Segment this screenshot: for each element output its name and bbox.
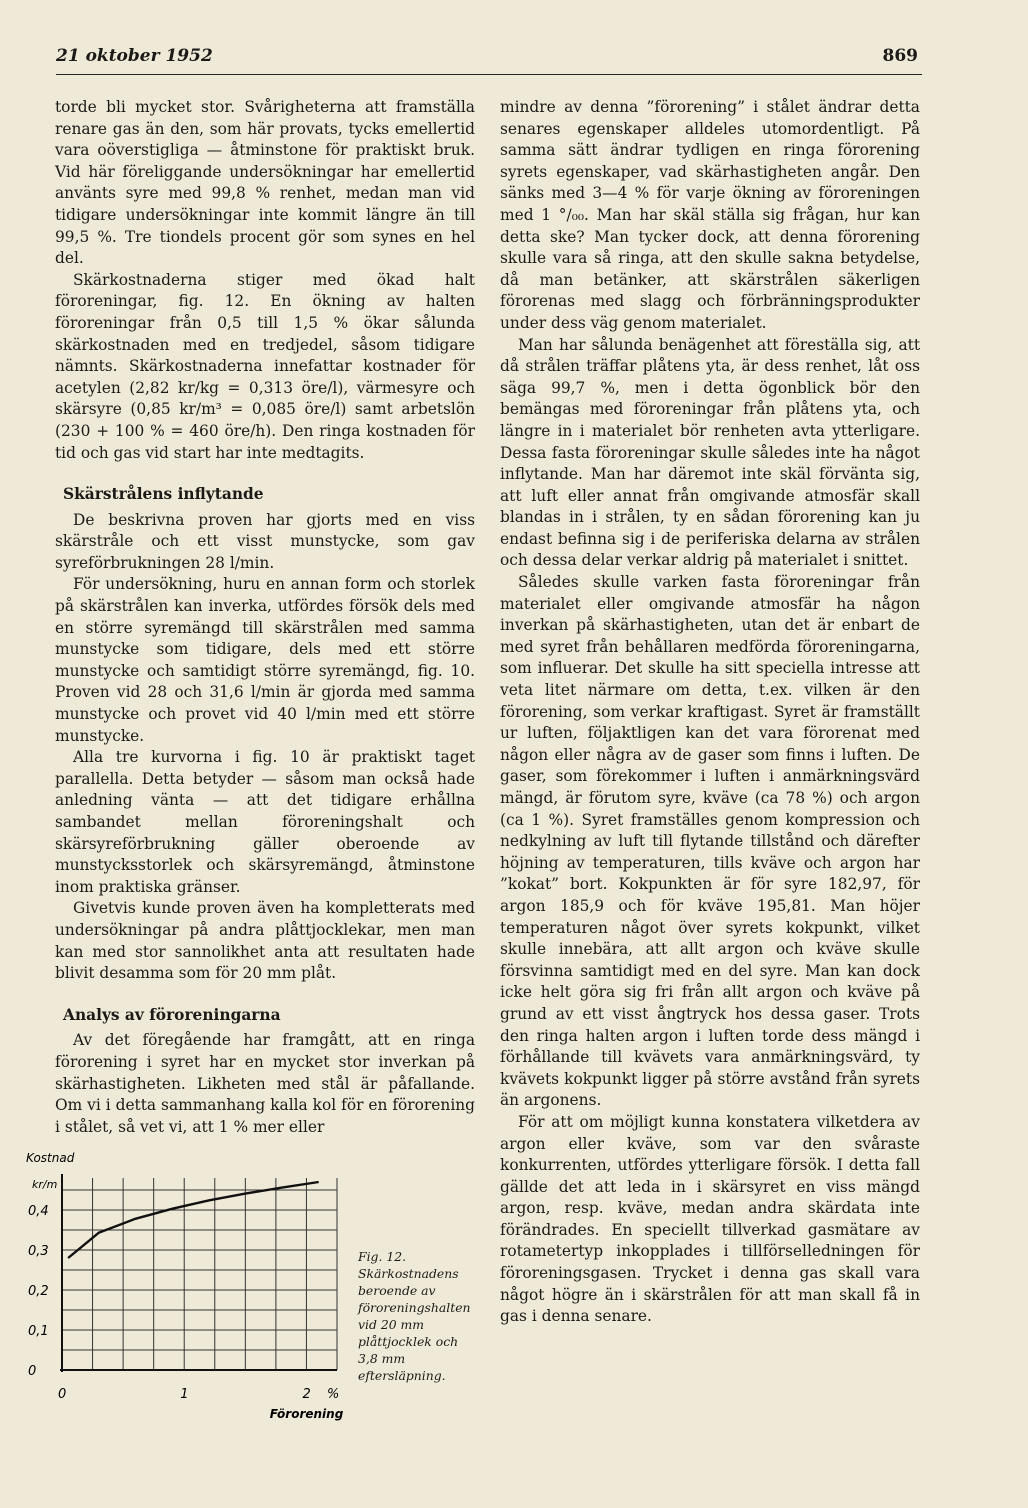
cost-curve: [68, 1182, 319, 1258]
paragraph: torde bli mycket stor. Svårigheterna att framställa renare gas än den, som här provats, tycks emellertid vara oöverstigliga — åtminstone för praktiskt bruk. Vid här föreliggande undersökningar har emellertid använts syre med 99,8 % renhet, medan man vid tidigare undersökningar inte kommit längre än till 99,5 %. Tre tiondels procent gör som synes en hel del.: [55, 98, 475, 268]
right-column: [500, 97, 920, 1328]
section-heading: Skärstrålens inflytande: [63, 485, 264, 504]
paragraph: Givetvis kunde proven även ha kompletterats med undersökningar på andra plåttjocklekar, men man kan med stor sannolikhet anta att resultaten hade blivit desamma som för 20 mm plåt.: [55, 899, 475, 983]
figure-caption: Fig. 12. Skärkostnadens beroende av föroreningshalten vid 20 mm plåttjocklek och 3,8 mm eftersläpning.: [358, 1249, 471, 1383]
paragraph: Av det föregående har framgått, att en ringa förorening i syret har en mycket stor inverkan på skärhastigheten. Likheten med stål är påfallande. Om vi i detta sammanhang kalla kol för en förorening i stålet, så vet vi, att 1 % mer eller: [55, 1031, 475, 1136]
x-tick-label: 0: [58, 1387, 67, 1402]
y-axis-unit: kr/m: [32, 1178, 58, 1191]
y-tick-label: 0,4: [28, 1204, 49, 1219]
x-axis-unit: %: [327, 1387, 340, 1402]
paragraph: Alla tre kurvorna i fig. 10 är praktiskt taget parallella. Detta betyder — såsom man också hade anledning vänta — att det tidigare erhållna sambandet mellan föroreningshalt och skärsyreförbrukning gäller oberoende av munstycksstorlek och skärsyremängd, åtminstone inom praktiska gränser.: [55, 748, 475, 896]
paragraph: För att om möjligt kunna konstatera vilketdera av argon eller kväve, som var den svåraste konkurrenten, utfördes ytterligare försök. I detta fall gällde det att leda in i skärsyret en viss mängd argon, resp. kväve, medan andra skärdata inte förändrades. En speciellt tillverkad gasmätare av rotametertyp inkopplades i tillförselledningen för föroreningsgasen. Trycket i denna gas skall vara något högre än i skärstrålen för att man skall få in gas i denna senare.: [500, 1112, 920, 1326]
header-rule: [56, 74, 922, 75]
paragraph: Skärkostnaderna stiger med ökad halt föroreningar, fig. 12. En ökning av halten föroreningar från 0,5 till 1,5 % ökar sålunda skärkostnaden med en tredjedel, såsom tidigare nämnts. Skärkostnaderna innefattar kostnader för acetylen (2,82 kr/kg = 0,313 öre/l), värmesyre och skärsyre (0,85 kr/m³ = 0,085 öre/l) samt arbetslön (230 + 100 % = 460 öre/h). Den ringa kostnaden för tid och gas vid start har inte medtagits.: [55, 270, 475, 462]
paragraph: Således skulle varken fasta föroreningar från materialet eller omgivande atmosfär ha någon inverkan på skärhastigheten, utan det är enbart de med syret från behållaren medförda föroreningarna, som influerar. Det skulle ha sitt speciella intresse att veta litet närmare om detta, t.ex. vilken är den förorening, som verkar kraftigast. Syret är framställt ur luften, följaktligen kan det vara förorenat med någon eller några av de gaser som finns i luften. De gaser, som förekommer i luften i anmärkningsvärd mängd, är förutom syre, kväve (ca 78 %) och argon (ca 1 %). Syret framställes genom kompression och nedkylning av luft till flytande tillstånd och därefter höjning av temperaturen, tills kväve och argon har ”kokat” bort. Kokpunkten är för syre 182,97, för argon 185,9 och för kväve 195,81. Man höjer temperaturen något över syrets kokpunkt, vilket skulle innebära, att allt argon och kväve skulle försvinna samtidigt med en del syre. Man kan dock icke helt göra sig fri från allt argon och kväve på grund av ett visst ångtryck hos dessa gaser. Trots den ringa halten argon i luften torde dess mängd i förhållande till kvävets vara anmärkningsvärd, ty kvävets kokpunkt ligger på större avstånd från syrets än argonens.: [500, 573, 920, 1110]
y-tick-label: 0: [28, 1364, 37, 1379]
x-axis-title: Förorening: [269, 1407, 344, 1421]
y-tick-label: 0,1: [28, 1324, 49, 1339]
paragraph: mindre av denna ”förorening” i stålet ändrar detta senares egenskaper alldeles utomordentligt. På samma sätt ändrar tydligen en ringa förorening syrets egenskaper, vad skärhastigheten angår. Den sänks med 3—4 % för varje ökning av föroreningen med 1 °/₀₀. Man har skäl ställa sig frågan, hur kan detta ske? Man tycker dock, att denna förorening skulle vara så ringa, att den skulle sakna betydelse, då man betänker, att skärstrålen säkerligen förorenas med slagg och förbränningsprodukter under dess väg genom materialet.: [500, 98, 920, 332]
section-heading: Analys av föroreningarna: [63, 1005, 281, 1024]
y-axis-title: Kostnad: [26, 1151, 75, 1165]
page-number: 869: [882, 46, 918, 66]
header-date: 21 oktober 1952: [56, 46, 213, 66]
y-tick-label: 0,3: [28, 1244, 49, 1259]
x-tick-label: 1: [180, 1387, 189, 1402]
paragraph: För undersökning, huru en annan form och storlek på skärstrålen kan inverka, utfördes försök dels med en större syremängd till skärstrålen med samma munstycke som tidigare, dels med ett större munstycke och samtidigt större syremängd, fig. 10. Proven vid 28 och 31,6 l/min är gjorda med samma munstycke och provet vid 40 l/min med ett större munstycke.: [55, 575, 475, 745]
left-column: [55, 97, 475, 1138]
paragraph: De beskrivna proven har gjorts med en viss skärstråle och ett visst munstycke, som gav syreförbrukningen 28 l/min.: [55, 510, 475, 572]
y-tick-label: 0,2: [28, 1284, 49, 1299]
paragraph: Man har sålunda benägenhet att föreställa sig, att då strålen träffar plåtens yta, är dess renhet, låt oss säga 99,7 %, men i detta ögonblick bör den bemängas med föroreningar från plåtens yta, och längre in i materialet bör renheten avta ytterligare. Dessa fasta föroreningar skulle således inte ha något inflytande. Man har däremot inte skäl förvänta sig, att luft eller annat från omgivande atmosfär skall blandas in i strålen, ty en sådan förorening kan ju endast befinna sig i de periferiska delarna av strålen och dessa delar verkar aldrig på materialet i snittet.: [500, 335, 920, 570]
x-tick-label: 2: [302, 1387, 311, 1402]
